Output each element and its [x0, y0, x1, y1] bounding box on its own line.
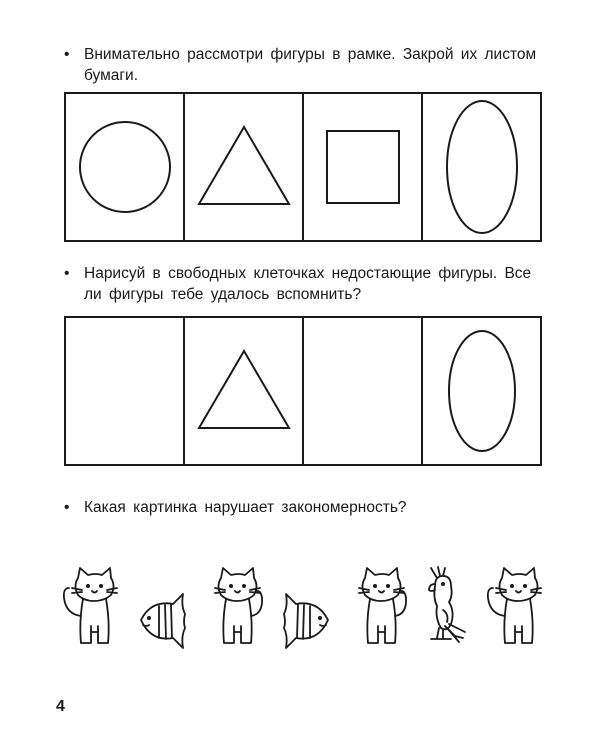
cat-picture[interactable] [347, 566, 409, 650]
cell-square [304, 94, 423, 240]
task-2-text: Нарисуй в свободных клеточках недостающие фигуры. Все ли фигуры тебе удалось вспомнить? [84, 265, 532, 303]
square-shape [323, 127, 403, 207]
bullet: • [64, 265, 70, 282]
bullet: • [64, 499, 70, 516]
task-3-text: Какая картинка нарушает закономерность? [84, 499, 407, 516]
ellipse-shape [442, 326, 522, 456]
triangle-shape [194, 346, 294, 436]
shapes-frame-reference [64, 92, 542, 242]
task-1-text: Внимательно рассмотри фигуры в рамке. Закрой их листом бумаги. [84, 46, 537, 84]
cat-picture[interactable] [60, 566, 122, 650]
shapes-frame-exercise [64, 316, 542, 466]
task-3 [64, 497, 544, 518]
fish-icon [137, 592, 189, 650]
fish-picture[interactable] [137, 592, 189, 650]
cell-circle [66, 94, 185, 240]
cell-empty-2[interactable] [304, 318, 423, 464]
page-number: 4 [56, 698, 65, 715]
ellipse-shape [442, 97, 522, 237]
cat-icon [484, 566, 546, 650]
cat-icon [60, 566, 122, 650]
fish-icon [280, 592, 332, 650]
fish-picture[interactable] [280, 592, 332, 650]
cell-triangle [185, 318, 304, 464]
triangle-shape [194, 122, 294, 212]
cat-picture[interactable] [203, 566, 265, 650]
animal-sequence [60, 560, 546, 650]
cell-ellipse [423, 318, 540, 464]
task-1 [64, 44, 544, 86]
cat-icon [203, 566, 265, 650]
cell-ellipse [423, 94, 540, 240]
task-2 [64, 263, 544, 305]
cell-empty-1[interactable] [66, 318, 185, 464]
bullet: • [64, 46, 70, 63]
cat-picture[interactable] [484, 566, 546, 650]
circle-shape [75, 117, 175, 217]
cat-icon [347, 566, 409, 650]
parrot-icon [423, 566, 469, 650]
cell-triangle [185, 94, 304, 240]
parrot-picture[interactable] [423, 566, 469, 650]
